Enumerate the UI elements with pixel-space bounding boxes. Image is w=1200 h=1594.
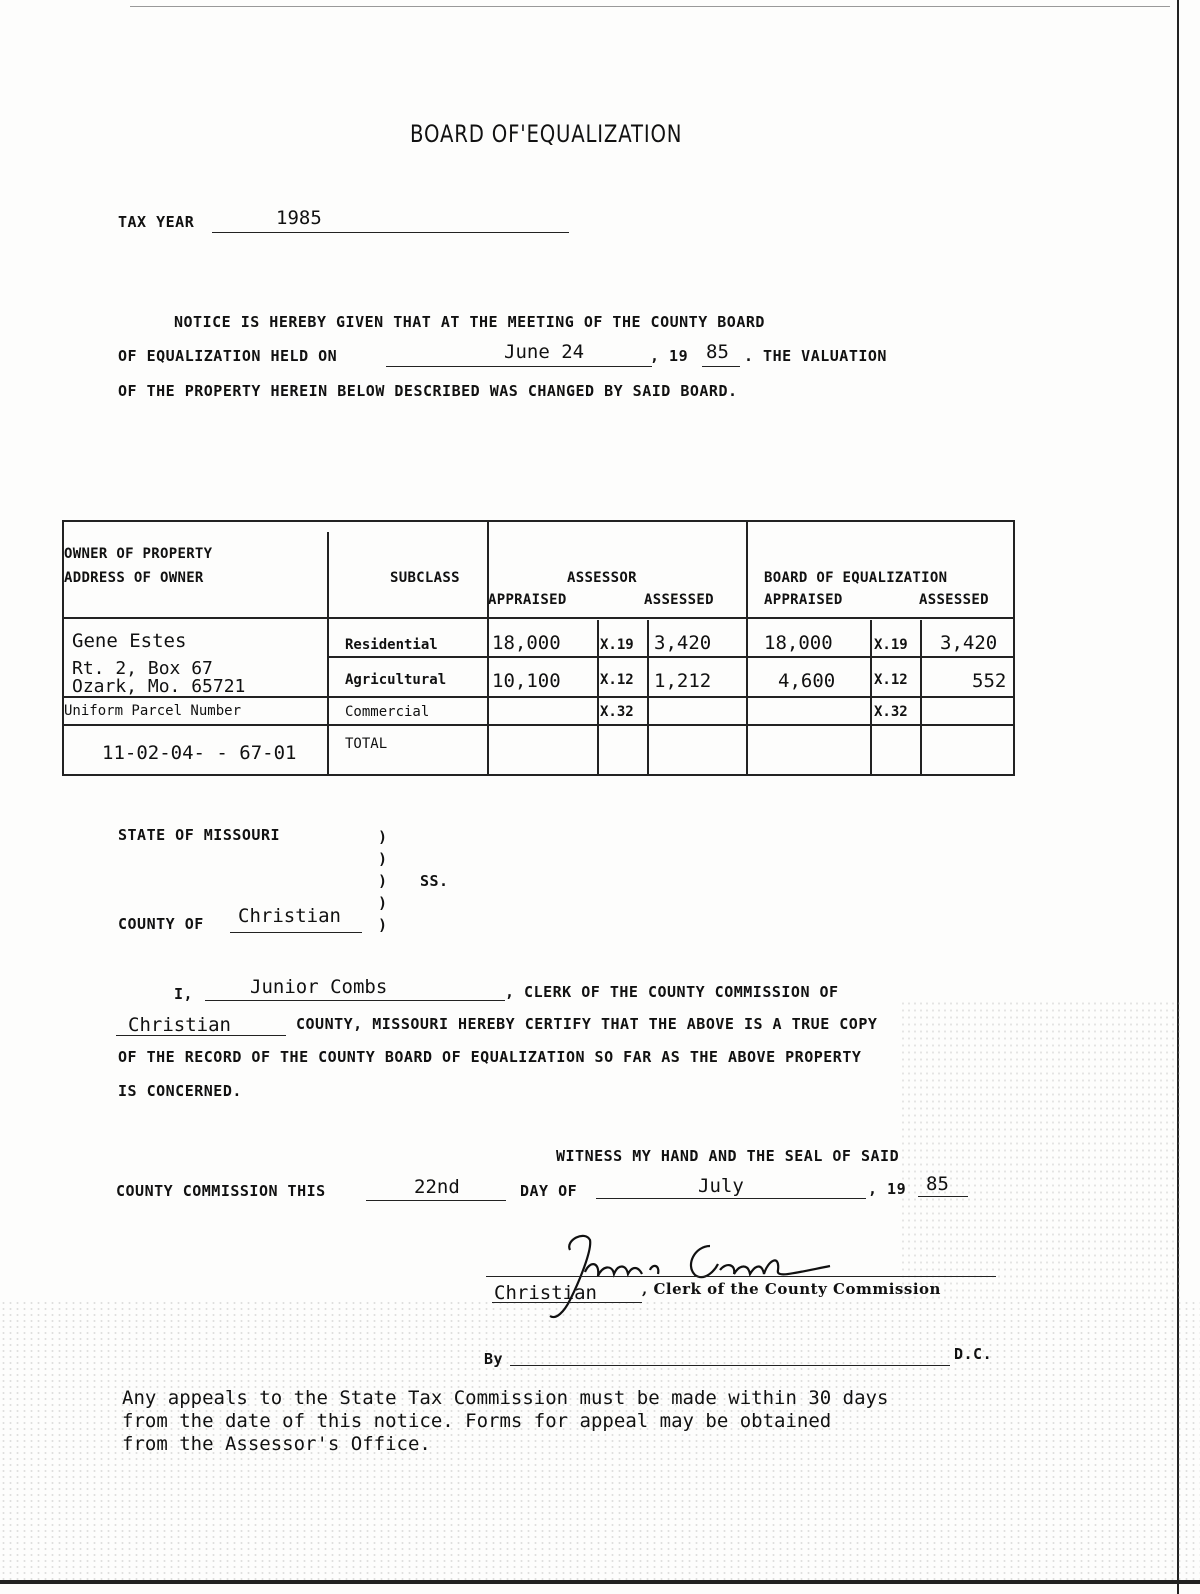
year-value: 85 [926,1173,949,1195]
month-underline [596,1198,866,1199]
board-appraised-residential: 18,000 [764,632,833,654]
table-rule [327,656,1015,658]
subclass-agricultural: Agricultural [345,672,447,688]
clerk-signature [530,1220,850,1330]
appeal-line-3: from the Assessor's Office. [122,1433,431,1455]
table-rule [64,724,1015,726]
tax-year-value: 1985 [276,207,322,229]
header-board-assessed: ASSESSED [919,592,989,608]
owner-address-line-2: Ozark, Mo. 65721 [72,676,246,697]
table-divider [746,522,748,776]
day-underline [366,1200,506,1201]
rate-residential: X.19 [600,637,634,653]
board-rate-residential: X.19 [874,637,908,653]
header-assessor: ASSESSOR [567,570,637,586]
header-owner-line-1: OWNER OF PROPERTY [64,546,213,562]
board-rate-commercial: X.32 [874,704,908,720]
table-divider [647,620,649,776]
board-assessed-agricultural: 552 [972,670,1007,692]
parcel-number: 11-02-04- - 67-01 [102,742,297,764]
day-value: 22nd [414,1176,460,1198]
header-assessor-assessed: ASSESSED [644,592,714,608]
appeal-line-1: Any appeals to the State Tax Commission must be made within 30 days [122,1387,889,1409]
commission-this-label: COUNTY COMMISSION THIS [116,1182,326,1200]
signature-county: Christian [494,1282,597,1304]
county-label: COUNTY OF [118,915,204,933]
meeting-date: June 24 [504,341,585,363]
board-assessed-residential: 3,420 [940,632,998,654]
ss-label: SS. [420,872,449,890]
year-underline [918,1196,968,1197]
notice-line-3: OF THE PROPERTY HEREIN BELOW DESCRIBED WAS CHANGED BY SAID BOARD. [118,382,738,400]
meeting-year: 85 [706,341,729,363]
assessor-appraised-agricultural: 10,100 [492,670,561,692]
year-prefix: , 19 [868,1180,907,1198]
assessor-assessed-agricultural: 1,212 [654,670,712,692]
subclass-residential: Residential [345,637,438,653]
state-label: STATE OF MISSOURI [118,826,281,844]
header-board: BOARD OF EQUALIZATION [764,570,948,586]
cert-line-2: OF THE RECORD OF THE COUNTY BOARD OF EQUALIZATION SO FAR AS THE ABOVE PROPERTY [118,1048,862,1066]
by-label: By [484,1350,504,1368]
clerk-name-underline [205,1000,505,1001]
notice-line-2-prefix: OF EQUALIZATION HELD ON [118,347,338,365]
county-value: Christian [238,905,341,927]
table-divider [487,522,489,776]
clerk-title: , Clerk of the County Commission [642,1280,941,1298]
appeal-line-2: from the date of this notice. Forms for appeal may be obtained [122,1410,832,1432]
clerk-name: Junior Combs [250,976,388,998]
by-underline [510,1365,950,1366]
rate-commercial: X.32 [600,704,634,720]
meeting-year-underline [702,366,740,367]
rate-agricultural: X.12 [600,672,634,688]
header-subclass: SUBCLASS [390,570,460,586]
owner-name: Gene Estes [72,630,187,652]
subclass-total: TOTAL [345,736,388,752]
form-title: BOARD OF'EQUALIZATION [410,120,683,148]
tax-year-underline [212,232,569,233]
scan-edge-top [130,6,1170,7]
header-board-appraised: APPRAISED [764,592,843,608]
meeting-date-underline [386,366,652,367]
day-of-label: DAY OF [520,1182,578,1200]
table-divider [920,620,922,776]
assessor-assessed-residential: 3,420 [654,632,712,654]
board-rate-agricultural: X.12 [874,672,908,688]
scan-edge-bottom [0,1580,1200,1584]
cert-line-3: IS CONCERNED. [118,1082,242,1100]
subclass-commercial: Commercial [345,704,430,720]
month-value: July [698,1175,744,1197]
county-value-2: Christian [128,1014,231,1036]
notice-line-2-suffix: . THE VALUATION [744,347,887,365]
header-assessor-appraised: APPRAISED [488,592,567,608]
county-underline [230,932,362,933]
clerk-suffix: , CLERK OF THE COUNTY COMMISSION OF [505,983,839,1001]
witness-line: WITNESS MY HAND AND THE SEAL OF SAID [556,1147,900,1165]
assessor-appraised-residential: 18,000 [492,632,561,654]
notice-line-1: NOTICE IS HEREBY GIVEN THAT AT THE MEETING OF THE COUNTY BOARD [174,313,765,331]
tax-year-label: TAX YEAR [118,213,195,231]
table-rule [64,617,1015,619]
signature-line [486,1276,996,1277]
board-appraised-agricultural: 4,600 [778,670,836,692]
table-divider [327,532,329,776]
meeting-year-prefix: , 19 [650,347,689,365]
header-owner-line-2: ADDRESS OF OWNER [64,570,204,586]
cert-line-1: COUNTY, MISSOURI HEREBY CERTIFY THAT THE ABOVE IS A TRUE COPY [296,1015,878,1033]
bracket-column: ) ) ) ) ) [378,828,388,934]
table-divider [597,620,599,776]
scan-noise [900,1000,1180,1300]
dc-label: D.C. [954,1345,993,1363]
parcel-label: Uniform Parcel Number [64,703,242,719]
valuation-table [62,520,1015,776]
owner-address-line-1: Rt. 2, Box 67 [72,658,213,679]
table-divider [870,620,872,776]
i-label: I, [174,985,194,1003]
